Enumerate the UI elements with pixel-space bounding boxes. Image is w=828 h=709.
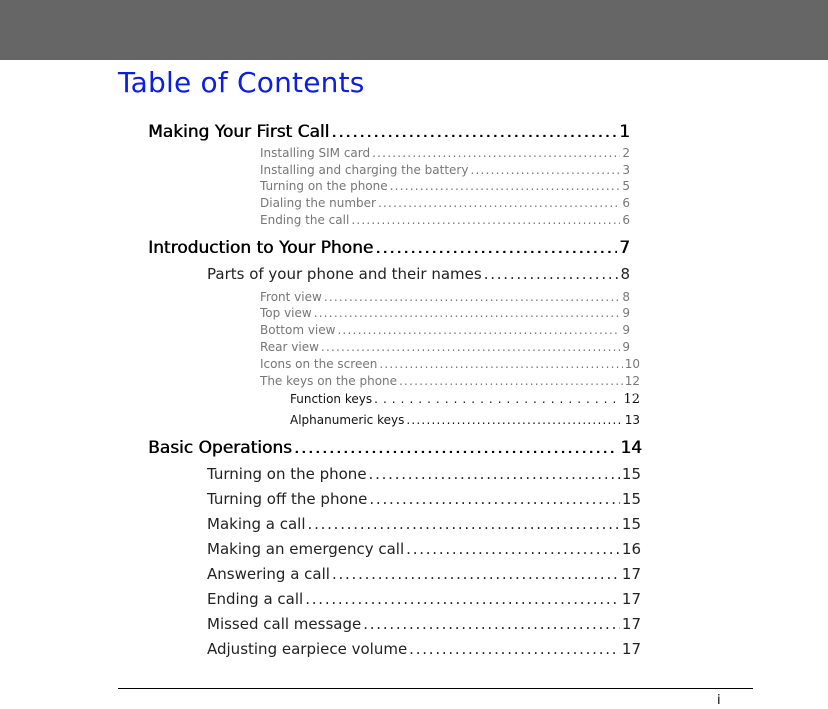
toc-item[interactable] xyxy=(260,290,630,304)
toc-subheading-parts[interactable] xyxy=(207,265,630,283)
toc-label: Rear view xyxy=(260,340,319,354)
dot-leader xyxy=(399,374,623,388)
dot-leader xyxy=(406,540,620,558)
toc-label: Basic Operations xyxy=(148,438,292,458)
toc-page: 17 xyxy=(621,640,641,658)
toc-page: 12 xyxy=(623,392,640,407)
toc-page: 9 xyxy=(622,323,630,337)
toc-label: Function keys xyxy=(290,392,373,406)
dot-leader xyxy=(470,163,620,177)
toc-label: Introduction to Your Phone xyxy=(148,238,374,258)
toc-label: Top view xyxy=(260,306,312,320)
toc-item[interactable] xyxy=(207,490,641,508)
toc-page: 9 xyxy=(622,306,630,320)
toc-page: 17 xyxy=(621,615,641,633)
toc-item[interactable] xyxy=(207,540,641,558)
toc-page: 15 xyxy=(621,490,641,508)
toc-item[interactable] xyxy=(260,196,630,210)
dot-leader xyxy=(409,640,620,658)
toc-item[interactable] xyxy=(207,515,641,533)
toc-page: 17 xyxy=(621,590,641,608)
dot-leader xyxy=(308,515,620,533)
dot-leader xyxy=(331,122,617,142)
toc-subitem[interactable] xyxy=(290,392,640,407)
dot-leader xyxy=(305,590,620,608)
toc-heading-making-first-call[interactable] xyxy=(148,122,630,142)
toc-page: 2 xyxy=(622,146,630,160)
toc-page: 15 xyxy=(621,465,641,483)
toc-subitem[interactable] xyxy=(290,413,640,427)
toc-item[interactable] xyxy=(260,146,630,160)
toc-label: Front view xyxy=(260,290,322,304)
toc-label: Turning on the phone xyxy=(207,465,367,483)
toc-label: Icons on the screen xyxy=(260,357,378,371)
toc-item[interactable] xyxy=(207,590,641,608)
dot-leader xyxy=(375,238,617,258)
dot-leader xyxy=(324,290,621,304)
footer-divider xyxy=(118,688,753,689)
toc-page: 3 xyxy=(622,163,630,177)
toc-label: Ending the call xyxy=(260,213,350,227)
footer-page-number: i xyxy=(717,693,721,708)
toc-item[interactable] xyxy=(207,565,641,583)
toc-page: 7 xyxy=(619,238,630,258)
toc-page: 17 xyxy=(621,565,641,583)
dot-leader xyxy=(351,213,620,227)
toc-page: 10 xyxy=(624,357,640,371)
toc-label: The keys on the phone xyxy=(260,374,398,388)
toc-item[interactable] xyxy=(260,323,630,337)
toc-label: Parts of your phone and their names xyxy=(207,265,482,283)
top-banner xyxy=(0,0,828,60)
toc-page: 13 xyxy=(624,413,640,427)
toc-page: 8 xyxy=(620,265,630,283)
page-title: Table of Contents xyxy=(118,66,365,99)
toc-label: Making a call xyxy=(207,515,306,533)
toc-item[interactable] xyxy=(260,340,630,354)
toc-item[interactable] xyxy=(207,640,641,658)
toc-label: Bottom view xyxy=(260,323,336,337)
toc-label: Alphanumeric keys xyxy=(290,413,405,427)
toc-page: 8 xyxy=(622,290,630,304)
dot-leader xyxy=(363,615,620,633)
dot-leader xyxy=(369,490,620,508)
dot-leader xyxy=(406,413,622,427)
toc-page: 5 xyxy=(622,179,630,193)
toc-label: Adjusting earpiece volume xyxy=(207,640,408,658)
dot-leader xyxy=(294,438,618,458)
dot-leader xyxy=(314,306,621,320)
toc-item[interactable] xyxy=(207,615,641,633)
dot-leader xyxy=(484,265,619,283)
toc-label: Answering a call xyxy=(207,565,330,583)
toc-label: Dialing the number xyxy=(260,196,376,210)
dot-leader xyxy=(378,196,620,210)
toc-item[interactable] xyxy=(260,163,630,177)
toc-label: Ending a call xyxy=(207,590,304,608)
dot-leader xyxy=(379,357,622,371)
dot-leader xyxy=(369,465,620,483)
toc-item[interactable] xyxy=(260,374,640,388)
toc-item[interactable] xyxy=(207,465,641,483)
toc-item[interactable] xyxy=(260,213,630,227)
toc-page: 16 xyxy=(621,540,641,558)
toc-label: Turning off the phone xyxy=(207,490,368,508)
toc-item[interactable] xyxy=(260,306,630,320)
toc-page: 12 xyxy=(624,374,640,388)
toc-label: Turning on the phone xyxy=(260,179,388,193)
dot-leader xyxy=(390,179,621,193)
dot-leader xyxy=(372,146,620,160)
toc-page: 6 xyxy=(622,213,630,227)
toc-label: Missed call message xyxy=(207,615,362,633)
toc-page: 6 xyxy=(622,196,630,210)
toc-label: Installing and charging the battery xyxy=(260,163,469,177)
dot-leader xyxy=(321,340,620,354)
toc-heading-basic-operations[interactable] xyxy=(148,438,642,458)
toc-page: 14 xyxy=(620,438,642,458)
toc-item[interactable] xyxy=(260,357,640,371)
toc-page: 9 xyxy=(622,340,630,354)
toc-page: 15 xyxy=(621,515,641,533)
dot-leader xyxy=(337,323,620,337)
toc-label: Making Your First Call xyxy=(148,122,330,142)
toc-label: Installing SIM card xyxy=(260,146,371,160)
toc-heading-introduction[interactable] xyxy=(148,238,630,258)
toc-item[interactable] xyxy=(260,179,630,193)
dot-leader xyxy=(332,565,620,583)
toc-page: 1 xyxy=(619,122,630,142)
dot-leader xyxy=(374,392,621,406)
toc-label: Making an emergency call xyxy=(207,540,405,558)
